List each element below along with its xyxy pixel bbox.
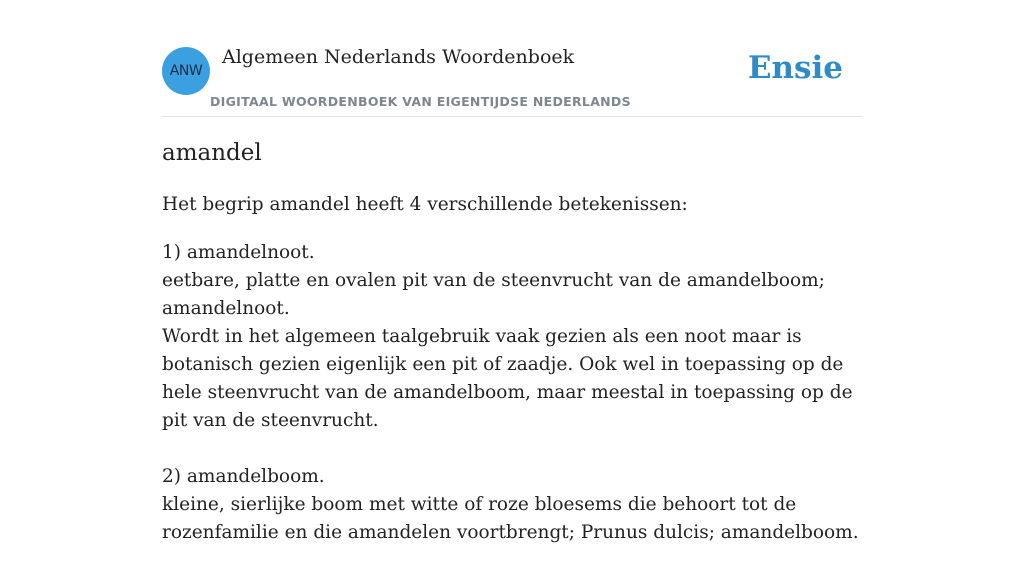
meanings-list — [162, 239, 862, 575]
site-subtitle: DIGITAAL WOORDENBOEK VAN EIGENTIJDSE NEDERLANDS — [210, 94, 631, 109]
anw-logo[interactable] — [162, 47, 210, 95]
meaning-label: 1) amandelnoot. — [162, 242, 315, 263]
meaning-note: Wordt in het algemeen taalgebruik vaak gezien als een noot maar is botanisch gezien eigenlijk een pit of zaadje. Ook wel in toepassing op de hele steenvrucht van de amandelboom, maar meestal in toepassing op de pit van de steenvrucht. — [162, 326, 853, 431]
entry-intro: Het begrip amandel heeft 4 verschillende betekenissen: — [162, 194, 688, 215]
site-title[interactable]: Algemeen Nederlands Woordenboek — [222, 46, 575, 68]
entry-term: amandel — [162, 140, 262, 166]
meaning-item — [162, 463, 862, 547]
logo-text: ANW — [169, 63, 203, 79]
page-container — [162, 0, 862, 543]
meaning-definition: kleine, sierlijke boom met witte of roze bloesems die behoort tot de rozenfamilie en die amandelen voortbrengt; Prunus dulcis; amandelboom. — [162, 494, 859, 543]
meaning-label: 2) amandelboom. — [162, 466, 325, 487]
meaning-definition: eetbare, platte en ovalen pit van de steenvrucht van de amandelboom; amandelnoot. — [162, 270, 825, 319]
meaning-item — [162, 239, 862, 435]
ensie-logo[interactable]: Ensie — [747, 50, 843, 86]
site-header — [162, 0, 862, 117]
